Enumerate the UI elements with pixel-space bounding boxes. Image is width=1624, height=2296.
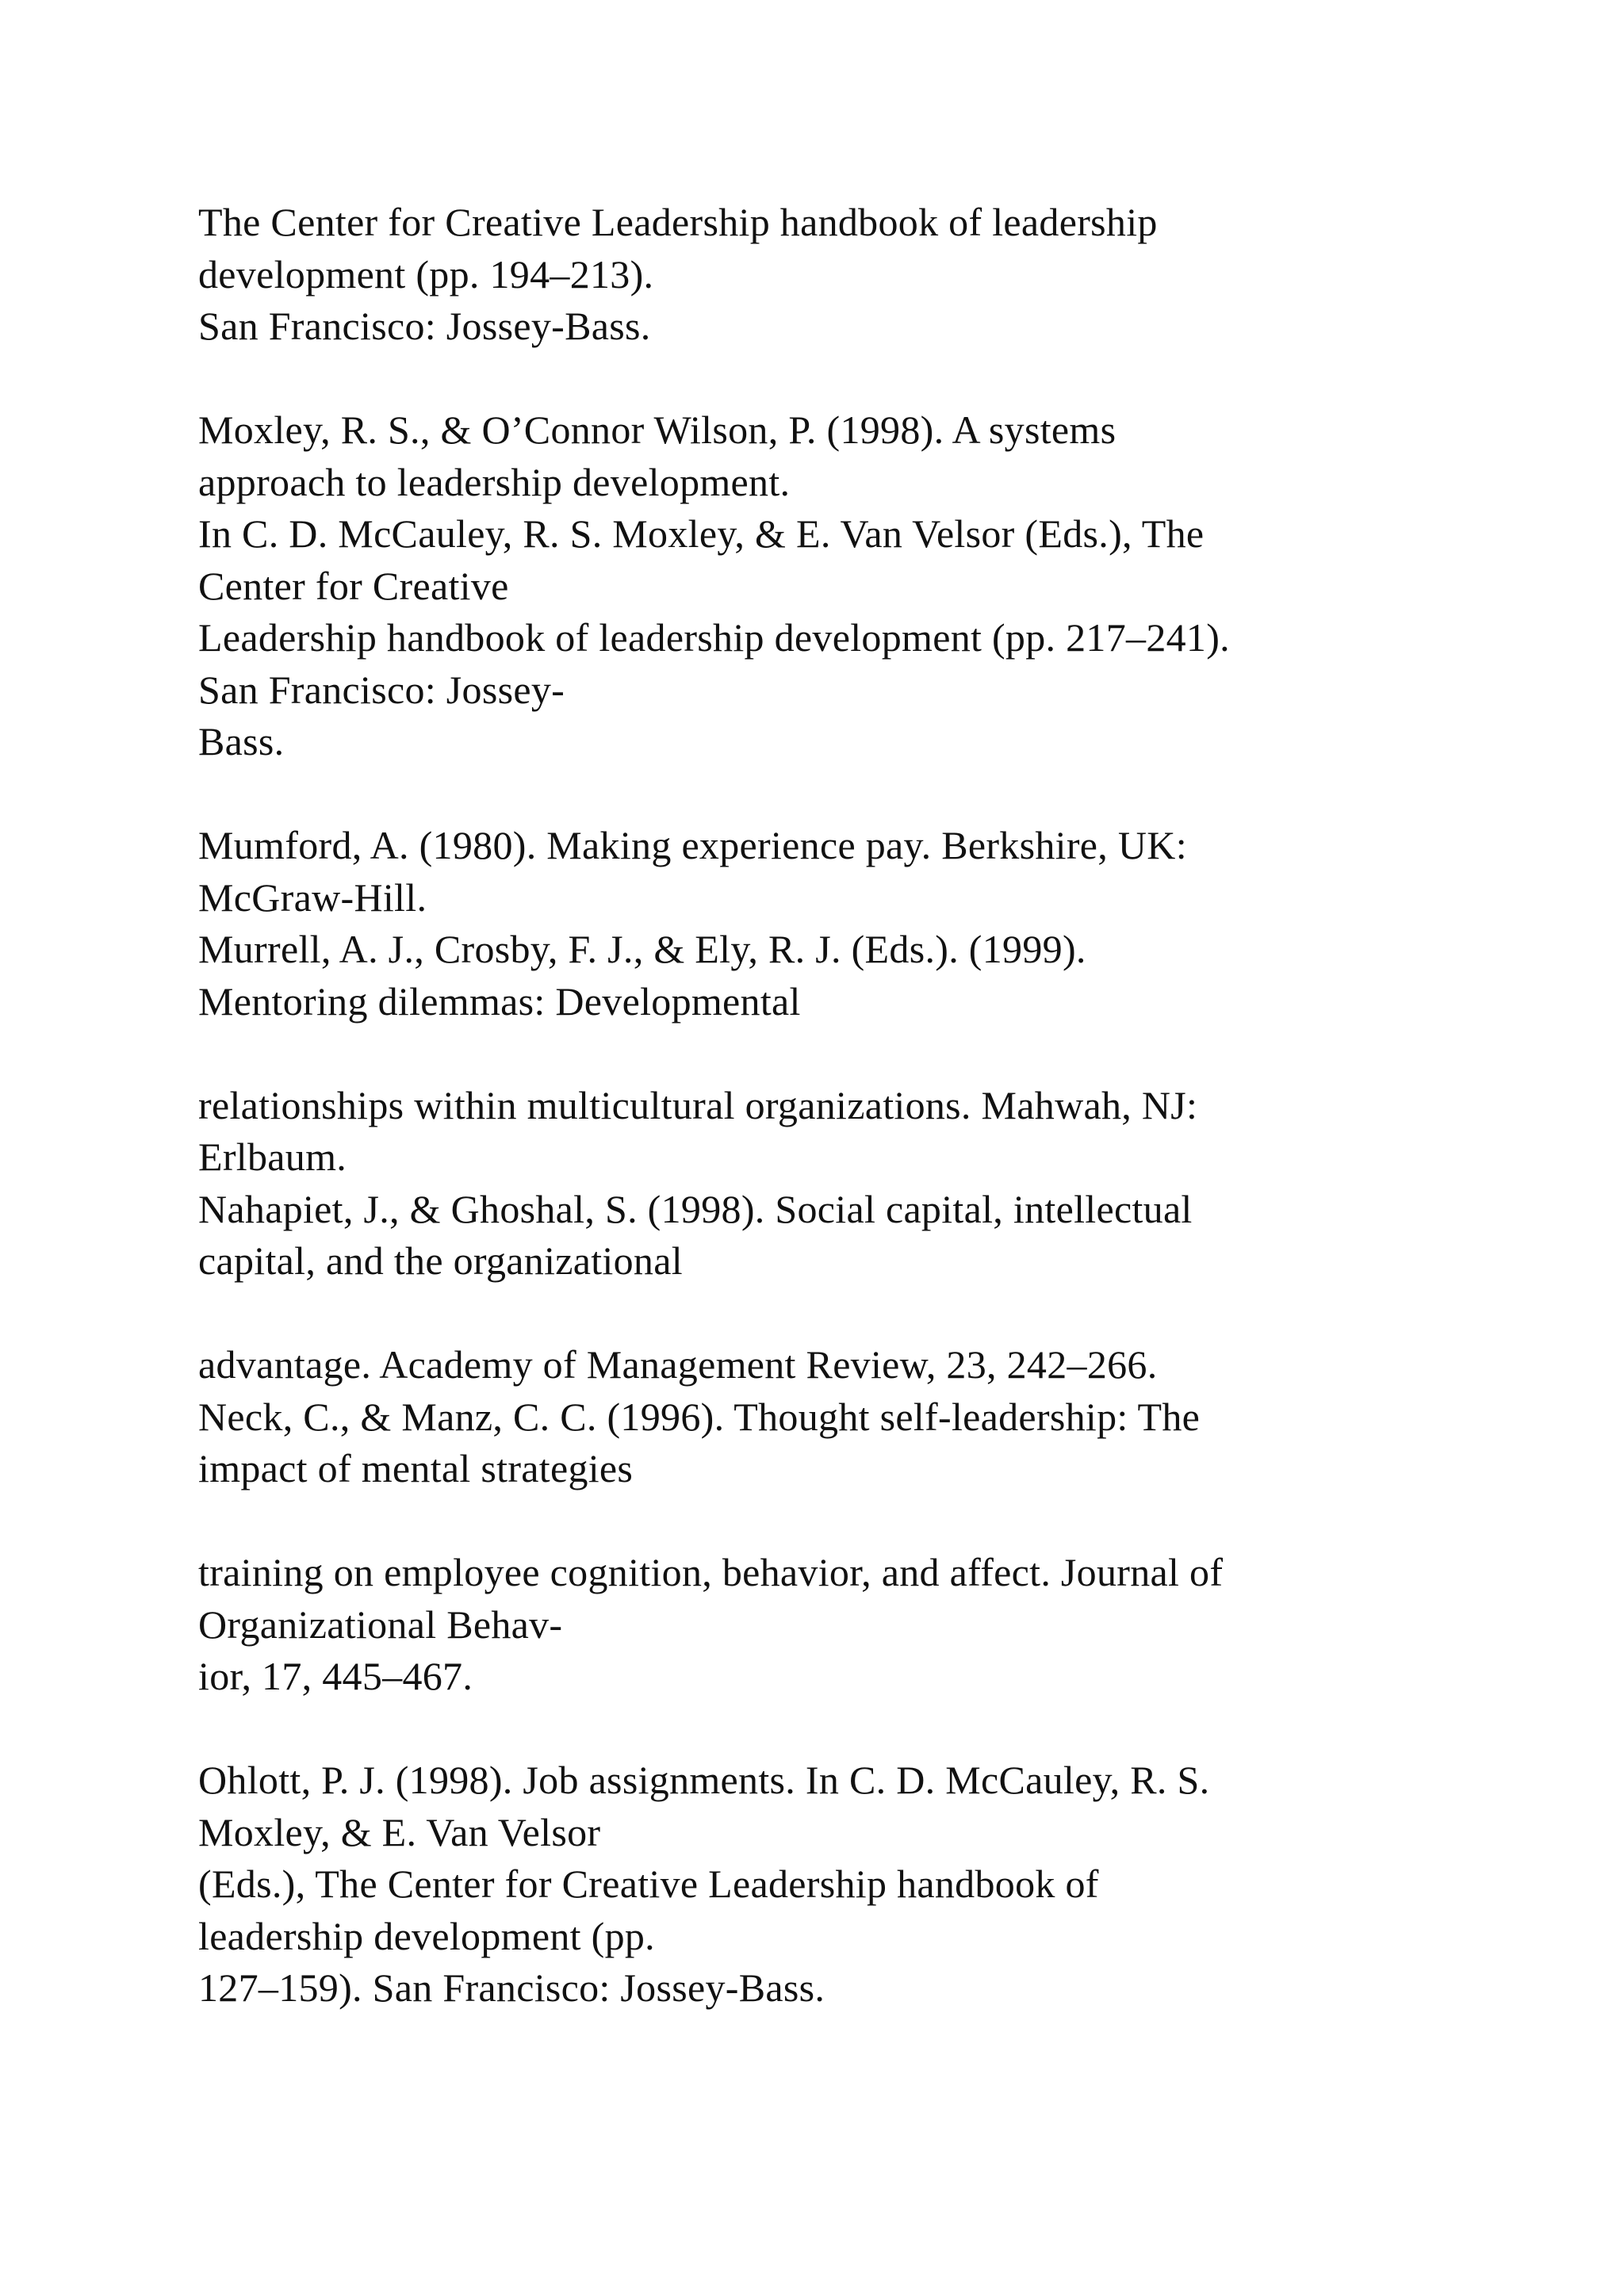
text-line: development (pp. 194–213). bbox=[198, 251, 654, 297]
text-line: ior, 17, 445–467. bbox=[198, 1654, 473, 1698]
text-line: Mumford, A. (1980). Making experience pay. Berkshire, UK: bbox=[198, 823, 1187, 867]
text-line: Moxley, R. S., & O’Connor Wilson, P. (1998). A systems bbox=[198, 408, 1116, 452]
blank-line bbox=[198, 353, 1546, 405]
text-line: Ohlott, P. J. (1998). Job assignments. In C. D. McCauley, R. S. bbox=[198, 1758, 1210, 1802]
text-line: Leadership handbook of leadership development (pp. 217–241). bbox=[198, 615, 1230, 660]
text-line: The Center for Creative Leadership handbook of leadership bbox=[198, 200, 1158, 244]
text-line: impact of mental strategies bbox=[198, 1446, 634, 1490]
text-line: leadership development (pp. bbox=[198, 1913, 655, 1958]
text-line: San Francisco: Jossey- bbox=[198, 667, 565, 712]
reference-text bbox=[198, 197, 1546, 2015]
text-line: Neck, C., & Manz, C. C. (1996). Thought self-leadership: The bbox=[198, 1394, 1201, 1439]
text-line: capital, and the organizational bbox=[198, 1238, 683, 1283]
text-line: Center for Creative bbox=[198, 563, 509, 608]
text-line: Bass. bbox=[198, 719, 285, 763]
blank-line bbox=[198, 1027, 1546, 1080]
text-line: Erlbaum. bbox=[198, 1135, 347, 1179]
blank-line bbox=[198, 1288, 1546, 1340]
text-line: advantage. Academy of Management Review, 23, 242–266. bbox=[198, 1342, 1158, 1387]
text-line: Murrell, A. J., Crosby, F. J., & Ely, R. J. (Eds.). (1999). bbox=[198, 927, 1086, 971]
text-line: Moxley, & E. Van Velsor bbox=[198, 1809, 601, 1854]
text-line: relationships within multicultural organizations. Mahwah, NJ: bbox=[198, 1082, 1198, 1127]
blank-line bbox=[198, 1495, 1546, 1548]
text-line: McGraw-Hill. bbox=[198, 874, 427, 920]
blank-line bbox=[198, 1703, 1546, 1755]
text-line: approach to leadership development. bbox=[198, 459, 791, 504]
blank-line bbox=[198, 768, 1546, 821]
text-line: Organizational Behav- bbox=[198, 1601, 563, 1647]
text-line: San Francisco: Jossey-Bass. bbox=[198, 304, 651, 348]
text-line: training on employee cognition, behavior, and affect. Journal of bbox=[198, 1550, 1224, 1594]
text-line: (Eds.), The Center for Creative Leadership handbook of bbox=[198, 1862, 1099, 1906]
text-line: Mentoring dilemmas: Developmental bbox=[198, 978, 801, 1024]
text-line: In C. D. McCauley, R. S. Moxley, & E. Van Velsor (Eds.), The bbox=[198, 511, 1205, 556]
text-line: Nahapiet, J., & Ghoshal, S. (1998). Social capital, intellectual bbox=[198, 1186, 1193, 1231]
text-line: 127–159). San Francisco: Jossey-Bass. bbox=[198, 1965, 825, 2010]
